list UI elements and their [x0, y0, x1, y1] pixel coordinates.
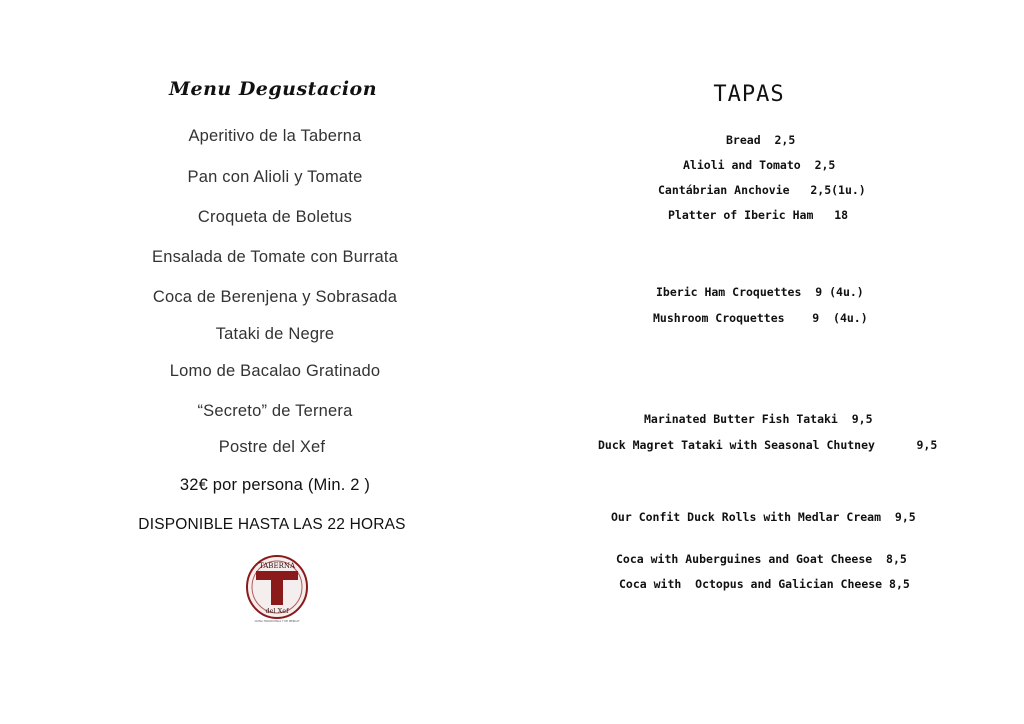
tapas-item	[619, 577, 910, 591]
logo-bottom-text: del Xef	[265, 607, 289, 615]
tapas-item	[658, 183, 866, 197]
tapas-item-name: Coca with Auberguines and Goat Cheese	[616, 552, 873, 566]
tapas-item-name: Iberic Ham Croquettes	[656, 285, 802, 299]
tasting-menu-title: Menu Degustacion	[168, 78, 378, 100]
taberna-logo	[244, 554, 310, 624]
menu-price: 32€ por persona (Min. 2 )	[179, 476, 371, 494]
tasting-menu-item: Tataki de Negre	[215, 325, 335, 343]
tapas-item-price: 9 (4u.)	[815, 285, 864, 299]
tapas-item-name: Cantábrian Anchovie	[658, 183, 790, 197]
tapas-item-price: 9,5	[916, 438, 938, 452]
tapas-item-name: Mushroom Croquettes	[653, 311, 785, 325]
availability-note: DISPONIBLE HASTA LAS 22 HORAS	[138, 516, 406, 533]
tapas-item-name: Bread	[726, 133, 761, 147]
tasting-menu-item: Ensalada de Tomate con Burrata	[151, 248, 399, 266]
tapas-item	[726, 133, 795, 147]
tapas-item	[683, 158, 835, 172]
tapas-item-name: Marinated Butter Fish Tataki	[644, 412, 838, 426]
tapas-title: TAPAS	[713, 82, 785, 107]
tapas-item	[598, 438, 937, 452]
tasting-menu-item: “Secreto” de Ternera	[197, 402, 353, 420]
tapas-item-price: 2,5	[814, 158, 836, 172]
tasting-menu-item: Postre del Xef	[218, 438, 326, 456]
tasting-menu-item: Coca de Berenjena y Sobrasada	[152, 288, 398, 306]
tapas-item-price: 8,5	[889, 577, 910, 591]
tapas-item-name: Coca with Octopus and Galician Cheese	[619, 577, 883, 591]
tapas-item-price: 9 (4u.)	[812, 311, 868, 325]
tapas-item-name: Duck Magret Tataki with Seasonal Chutney	[598, 438, 875, 452]
tapas-item-price: 9,5	[851, 412, 873, 426]
tapas-item-name: Our Confit Duck Rolls with Medlar Cream	[611, 510, 882, 524]
tapas-item	[668, 208, 848, 222]
tapas-item	[644, 412, 873, 426]
logo-top-text: TABERNA	[258, 562, 296, 570]
tasting-menu-item: Lomo de Bacalao Gratinado	[169, 362, 381, 380]
tapas-item-name: Platter of Iberic Ham	[668, 208, 814, 222]
tapas-item	[656, 285, 864, 299]
tasting-menu-item: Croqueta de Boletus	[197, 208, 353, 226]
tapas-item-name: Alioli and Tomato	[683, 158, 801, 172]
tasting-menu-item: Pan con Alioli y Tomate	[187, 168, 363, 186]
tapas-item-price: 2,5	[774, 133, 796, 147]
tapas-item-price: 8,5	[886, 552, 907, 566]
tapas-item	[611, 510, 916, 524]
tapas-item	[616, 552, 907, 566]
tapas-item-price: 9,5	[894, 510, 916, 524]
logo-tagline: CUINA TRADICIONAL Y DE MERCAT	[254, 620, 300, 623]
tapas-item	[653, 311, 868, 325]
tasting-menu-item: Aperitivo de la Taberna	[188, 127, 362, 145]
tapas-item-price: 2,5(1u.)	[810, 183, 866, 197]
tapas-item-price: 18	[834, 208, 849, 222]
